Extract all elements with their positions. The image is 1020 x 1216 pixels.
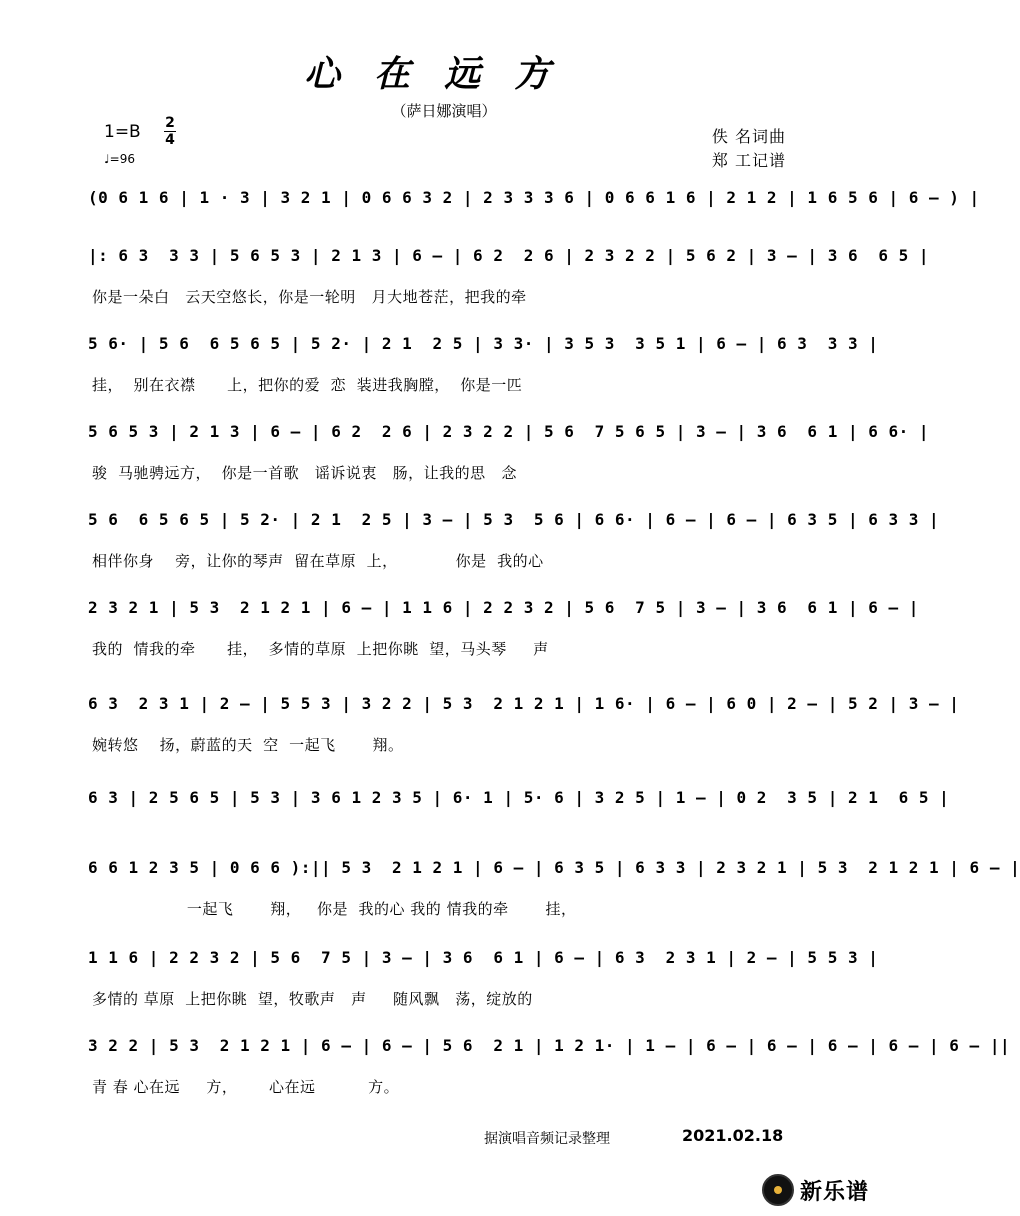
lyrics-line bbox=[92, 828, 804, 850]
notation-line: (0 6 1 6 | 1 · 3 | 3 2 1 | 0 6 6 3 2 | 2 3 3 3 6 | 0 6 6 1 6 | 2 1 2 | 1 6 5 6 | 6 – ) | bbox=[88, 188, 980, 207]
record-icon bbox=[762, 1174, 794, 1206]
credit-notation: 郑 工记谱 bbox=[711, 151, 786, 170]
logo-text: 新乐谱 bbox=[800, 1179, 870, 1205]
notation-line: 6 3 | 2 5 6 5 | 5 3 | 3 6 1 2 3 5 | 6· 1 | 5· 6 | 3 2 5 | 1 – | 0 2 3 5 | 2 1 6 5 | bbox=[88, 788, 950, 807]
notation-line: 2 3 2 1 | 5 3 2 1 2 1 | 6 – | 1 1 6 | 2 2 3 2 | 5 6 7 5 | 3 – | 3 6 6 1 | 6 – | bbox=[88, 598, 919, 617]
lyrics-line: 你是一朵白 云天空悠长，你是一轮明 月大地苍茫，把我的牵 bbox=[92, 288, 527, 306]
tempo-marking: ♩=96 bbox=[104, 152, 135, 166]
notation-line: 5 6 6 5 6 5 | 5 2· | 2 1 2 5 | 3 – | 5 3 5 6 | 6 6· | 6 – | 6 – | 6 3 5 | 6 3 3 | bbox=[88, 510, 940, 529]
time-signature bbox=[164, 116, 176, 147]
lyrics-line: 青 春 心在远 方， 心在远 方。 bbox=[92, 1078, 400, 1096]
site-logo bbox=[762, 1174, 869, 1206]
lyrics-line: 挂， 别在衣襟 上，把你的爱 恋 装进我胸膛， 你是一匹 bbox=[92, 376, 523, 394]
notation-line: 1 1 6 | 2 2 3 2 | 5 6 7 5 | 3 – | 3 6 6 1 | 6 – | 6 3 2 3 1 | 2 – | 5 5 3 | bbox=[88, 948, 879, 967]
lyrics-line: 相伴你身 旁，让你的琴声 留在草原 上， 你是 我的心 bbox=[92, 552, 544, 570]
footer-note: 据演唱音频记录整理 bbox=[484, 1131, 610, 1147]
lyrics-line: 多情的 草原 上把你眺 望，牧歌声 声 随风飘 荡，绽放的 bbox=[92, 990, 533, 1008]
lyrics-line: 一起飞 翔， 你是 我的心 我的 情我的牵 挂， bbox=[92, 900, 577, 918]
footer-date: 2021.02.18 bbox=[682, 1126, 784, 1145]
meter-top: 2 bbox=[165, 115, 175, 131]
notation-line: 5 6· | 5 6 6 5 6 5 | 5 2· | 2 1 2 5 | 3 3· | 3 5 3 3 5 1 | 6 – | 6 3 3 3 | bbox=[88, 334, 879, 353]
notation-line: 6 3 2 3 1 | 2 – | 5 5 3 | 3 2 2 | 5 3 2 1 2 1 | 1 6· | 6 – | 6 0 | 2 – | 5 2 | 3 – | bbox=[88, 694, 960, 713]
notation-line: 3 2 2 | 5 3 2 1 2 1 | 6 – | 6 – | 5 6 2 1 | 1 2 1· | 1 – | 6 – | 6 – | 6 – | 6 – | 6 – || bbox=[88, 1036, 1011, 1055]
credit-lyrics: 佚 名词曲 bbox=[711, 127, 786, 146]
key-signature: 1=B bbox=[104, 122, 141, 142]
lyrics-line: 我的 情我的牵 挂， 多情的草原 上把你眺 望，马头琴 声 bbox=[92, 640, 549, 658]
meter-bottom: 4 bbox=[165, 132, 175, 148]
page-subtitle: （萨日娜演唱） bbox=[391, 102, 497, 120]
page-title: 心在远方 bbox=[303, 53, 584, 95]
notation-line: 6 6 1 2 3 5 | 0 6 6 ):|| 5 3 2 1 2 1 | 6 – | 6 3 5 | 6 3 3 | 2 3 2 1 | 5 3 2 1 2 1 | 6 – | bbox=[88, 858, 1020, 877]
notation-line: |: 6 3 3 3 | 5 6 5 3 | 2 1 3 | 6 – | 6 2 2 6 | 2 3 2 2 | 5 6 2 | 3 – | 3 6 6 5 | bbox=[88, 246, 930, 265]
notation-line: 5 6 5 3 | 2 1 3 | 6 – | 6 2 2 6 | 2 3 2 2 | 5 6 7 5 6 5 | 3 – | 3 6 6 1 | 6 6· | bbox=[88, 422, 930, 441]
lyrics-line: 婉转悠 扬，蔚蓝的天 空 一起飞 翔。 bbox=[92, 736, 404, 754]
lyrics-line: 骏 马驰骋远方， 你是一首歌 谣诉说衷 肠，让我的思 念 bbox=[92, 464, 517, 482]
